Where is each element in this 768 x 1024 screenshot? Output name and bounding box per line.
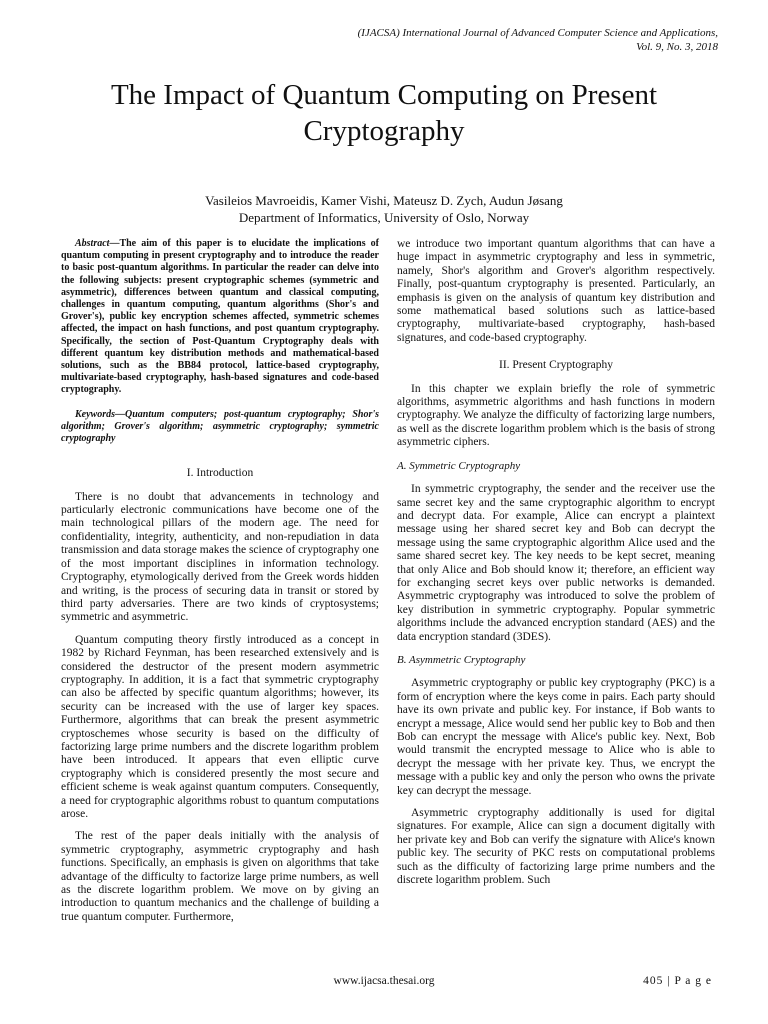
asymmetric-paragraph-1: Asymmetric cryptography or public key cryptography (PKC) is a form of encryption where the keys come in pairs. Each party should have its own private and public key. For instance, if Bob wants to encrypt a message, Alice would send her public key to Bob and then Bob can encrypt the message with Alice's public key. Next, Bob would transmit the encrypted message to Alice who is able to decrypt the message with her private key. Thus, we encrypt the message with a public key and only the person who owns the private key can decrypt the message.	[397, 677, 715, 797]
intro-paragraph-3-continued: we introduce two important quantum algorithms that can have a huge impact in asymmetric cryptography and less in symmetric, namely, Shor's algorithm and Grover's algorithm respectively. Finally, post-quantum cryptography is presented. Particularly, an emphasis is given on the analysis of quantum key distribution and some mathematical based solutions such as lattice-based cryptography, multivariate-based cryptography, hash-based signatures, and code-based cryptography.	[397, 238, 715, 344]
page-number: 405 | P a g e	[643, 975, 712, 987]
intro-paragraph-3: The rest of the paper deals initially with the analysis of symmetric cryptography, asymmetric cryptography and hash functions. Specifically, an emphasis is given on algorithms that take advantage of the difficulty to factorize large prime numbers, as well as the discrete logarithm problem. We move on by giving an introduction to quantum mechanics and the challenge of building a true quantum computer. Furthermore,	[61, 830, 379, 923]
footer-url: www.ijacsa.thesai.org	[333, 975, 435, 987]
section-heading-introduction: I. Introduction	[186, 467, 254, 480]
intro-paragraph-1: There is no doubt that advancements in technology and particularly electronic communications have become one of the main technological pillars of the modern age. The need for confidentiality, integrity, authenticity, and non-repudiation in data transmission and data storage makes the science of cryptography one of the most important disciplines in information technology. Cryptography, etymologically derived from the Greek words hidden and writing, is the process of securing data in transit or stored by third party adversaries. There are two kinds of cryptosystems; symmetric and asymmetric.	[61, 490, 379, 624]
journal-name-line: (IJACSA) International Journal of Advanced Computer Science and Applications,	[357, 27, 718, 39]
author-list: Vasileios Mavroeidis, Kamer Vishi, Mateusz D. Zych, Audun Jøsang	[205, 193, 563, 208]
intro-paragraph-2: Quantum computing theory firstly introduced as a concept in 1982 by Richard Feynman, has been researched extensively and is considered the destructor of the present modern asymmetric cryptography. In addition, it is a fact that symmetric cryptography can also be affected by specific quantum algorithms; however, its security can be increased with the use of larger key spaces. Furthermore, algorithms that can break the present asymmetric cryptoschemes whose security is based on the difficulty of factorizing large prime numbers and the discrete logarithm problem have been introduced. It appears that even elliptic curve cryptography which is considered presently the most secure and efficient scheme is weak against quantum computers. Consequently, a need for cryptographic algorithms robust to quantum computations arose.	[61, 633, 379, 820]
abstract-lead: Abstract	[75, 238, 110, 249]
subsection-heading-symmetric: A. Symmetric Cryptography	[397, 459, 521, 472]
keywords	[61, 409, 379, 446]
section-heading-present-cryptography: II. Present Cryptography	[498, 359, 614, 372]
asymmetric-paragraph-2: Asymmetric cryptography additionally is used for digital signatures. For example, Alice can sign a document digitally with her private key and Bob can verify the signature with Alice's known public key. The security of PKC rests on computational problems such as the difficulty of factorizing large prime numbers and the discrete logarithm problem. Such	[397, 807, 715, 887]
right-column	[397, 238, 715, 896]
present-crypto-paragraph: In this chapter we explain briefly the role of symmetric algorithms, asymmetric algorithms and hash functions in modern cryptography. We analyze the difficulty of factorizing large numbers, as well as the discrete logarithm problem which is the basis of strong asymmetric ciphers.	[397, 382, 715, 449]
journal-header	[158, 26, 718, 54]
abstract-text: —The aim of this paper is to elucidate the implications of quantum computing in present cryptography and to introduce the reader to basic post-quantum algorithms. In particular the reader can delve into the following subjects: present cryptographic schemes (symmetric and asymmetric), differences between quantum and classical computing, challenges in quantum computing, quantum algorithms (Shor's and Grover's), public key encryption schemes affected, symmetric schemes affected, the impact on hash functions, and post quantum cryptography. Specifically, the section of Post-Quantum Cryptography deals with different quantum key distribution methods and mathematical-based solutions, such as the BB84 protocol, lattice-based cryptography, multivariate-based cryptography, hash-based signatures and code-based cryptography.	[61, 238, 379, 396]
paper-title: The Impact of Quantum Computing on Present Cryptography	[110, 79, 658, 147]
left-column	[61, 238, 379, 933]
affiliation: Department of Informatics, University of Oslo, Norway	[238, 210, 530, 225]
abstract	[61, 238, 379, 397]
symmetric-paragraph: In symmetric cryptography, the sender and the receiver use the same secret key and the same cryptographic algorithm to encrypt and decrypt data. For example, Alice can encrypt a plaintext message using her shared secret key and Bob can decrypt the message using the same cryptographic algorithm Alice used and the same shared secret key. The key needs to be kept secret, meaning that only Alice and Bob should know it; therefore, an efficient way for exchanging secret keys over public networks is demanded. Asymmetric cryptography was introduced to solve the problem of key distribution in symmetric cryptography. Popular symmetric algorithms include the advanced encryption standard (AES) and the data encryption standard (3DES).	[397, 483, 715, 643]
journal-volume-line: Vol. 9, No. 3, 2018	[636, 41, 718, 53]
keywords-text: —Quantum computers; post-quantum cryptography; Shor's algorithm; Grover's algorithm; asymmetric cryptography; symmetric cryptography	[61, 408, 379, 445]
subsection-heading-asymmetric: B. Asymmetric Cryptography	[397, 653, 526, 666]
keywords-lead: Keywords	[75, 408, 115, 420]
